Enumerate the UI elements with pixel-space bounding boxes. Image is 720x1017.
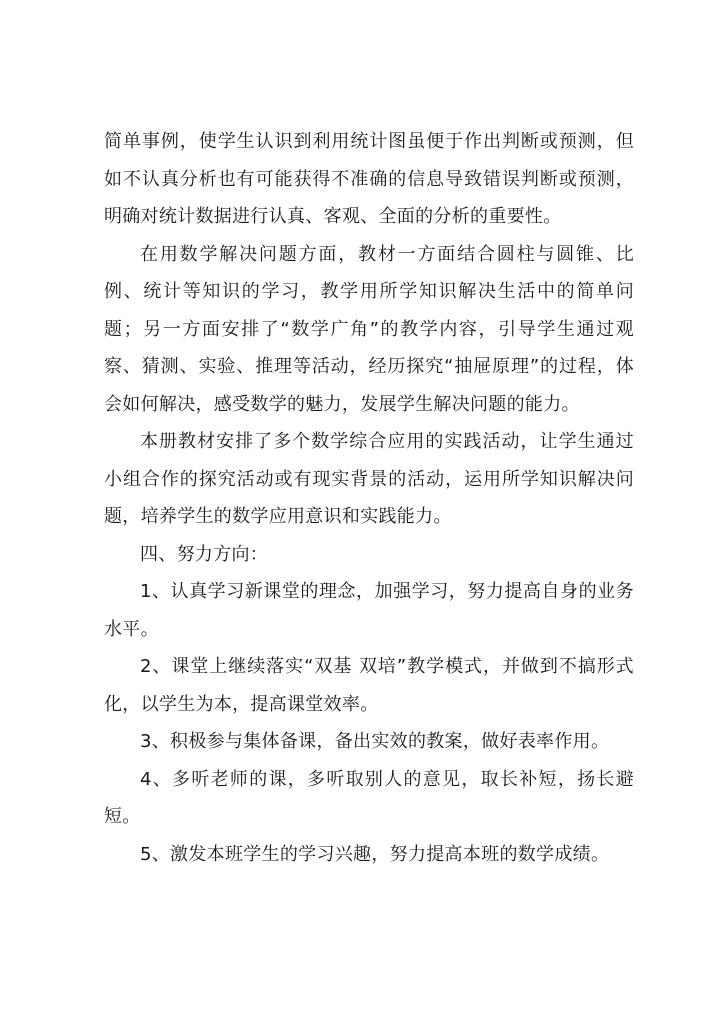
list-item-3: 3、积极参与集体备课，备出实效的教案，做好表率作用。 [140,731,610,752]
list-item-1: 1、认真学习新课堂的理念，加强学习，努力提高自身的业务水平。 [104,581,634,640]
list-item-4: 4、多听老师的课，多听取别人的意见，取长补短，扬长避短。 [104,768,634,827]
paragraph-continuation: 简单事例，使学生认识到利用统计图虽便于作出判断或预测，但如不认真分析也有可能获得不准确的信息导致错误判断或预测，明确对统计数据进行认真、客观、全面的分析的重要性。 [104,131,634,227]
section-heading-direction: 四、努力方向： [140,543,269,565]
paragraph-practice-activities: 本册教材安排了多个数学综合应用的实践活动，让学生通过小组合作的探究活动或有现实背景的活动，运用所学知识解决问题，培养学生的数学应用意识和实践能力。 [104,431,634,527]
document-body [104,123,634,873]
list-item-5: 5、激发本班学生的学习兴趣，努力提高本班的数学成绩。 [140,843,610,865]
paragraph-problem-solving: 在用数学解决问题方面，教材一方面结合圆柱与圆锥、比例、统计等知识的学习，教学用所学知识解决生活中的简单问题；另一方面安排了“数学广角”的教学内容，引导学生通过观察、猜测、实验、推理等活动，经历探究“抽屉原理”的过程，体会如何解决，感受数学的魅力，发展学生解决问题的能力。 [104,243,634,415]
list-item-2: 2、课堂上继续落实“双基 双培”教学模式，并做到不搞形式化，以学生为本，提高课堂效率。 [104,656,634,715]
